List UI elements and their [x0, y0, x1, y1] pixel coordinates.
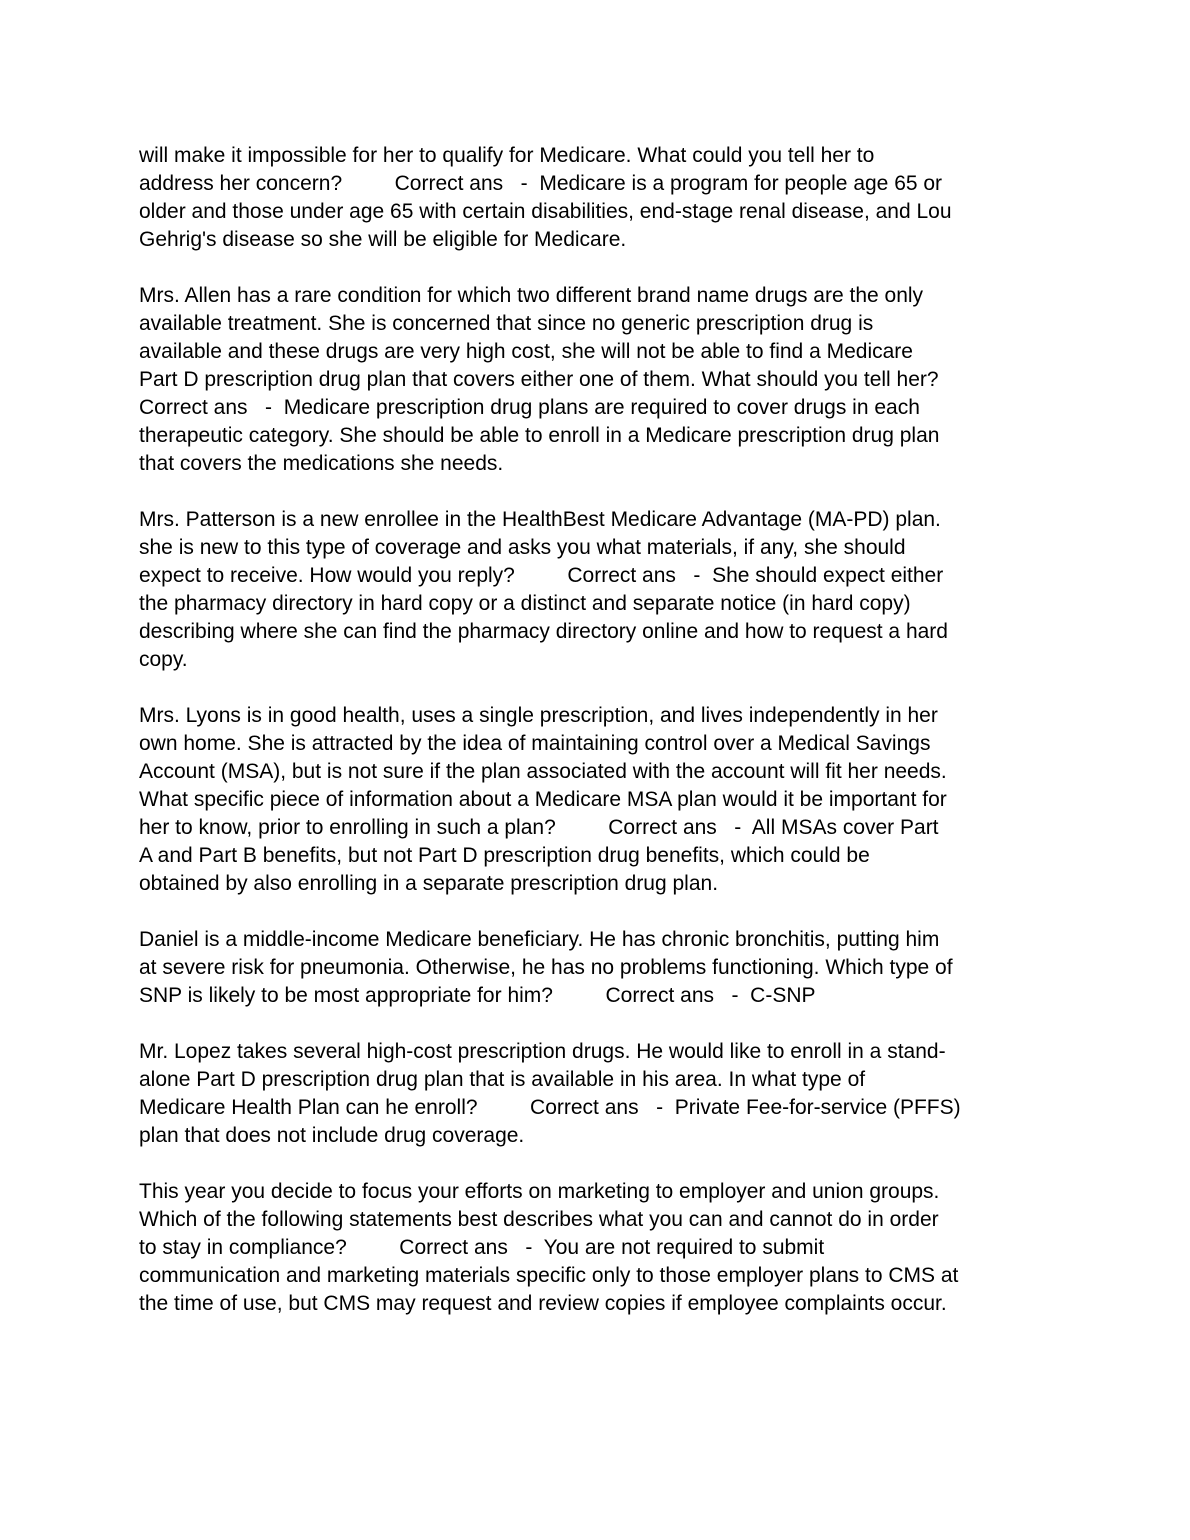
qa-paragraph	[139, 1038, 1069, 1150]
text-line: Part D prescription drug plan that covers either one of them. What should you tell her?	[139, 368, 939, 391]
text-line: the time of use, but CMS may request and review copies if employee complaints occur.	[139, 1292, 947, 1315]
text-line: communication and marketing materials specific only to those employer plans to CMS at	[139, 1264, 959, 1287]
text-line: she is new to this type of coverage and asks you what materials, if any, she should	[139, 536, 906, 559]
text-line: Gehrig's disease so she will be eligible for Medicare.	[139, 228, 627, 251]
text-line: her to know, prior to enrolling in such a plan? Correct ans - All MSAs cover Part	[139, 816, 939, 839]
text-line: expect to receive. How would you reply? Correct ans - She should expect either	[139, 564, 944, 587]
text-line: Mrs. Patterson is a new enrollee in the HealthBest Medicare Advantage (MA-PD) plan.	[139, 508, 941, 531]
text-line: own home. She is attracted by the idea of maintaining control over a Medical Savings	[139, 732, 931, 755]
qa-paragraph	[139, 926, 1069, 1010]
qa-paragraph	[139, 1178, 1069, 1318]
text-line: Medicare Health Plan can he enroll? Correct ans - Private Fee-for-service (PFFS)	[139, 1096, 961, 1119]
text-line: plan that does not include drug coverage.	[139, 1124, 525, 1147]
text-line: Which of the following statements best describes what you can and cannot do in order	[139, 1208, 939, 1231]
qa-paragraph	[139, 142, 1069, 254]
text-line: A and Part B benefits, but not Part D prescription drug benefits, which could be	[139, 844, 870, 867]
text-line: that covers the medications she needs.	[139, 452, 504, 475]
text-line: the pharmacy directory in hard copy or a distinct and separate notice (in hard copy)	[139, 592, 911, 615]
text-line: to stay in compliance? Correct ans - You are not required to submit	[139, 1236, 825, 1259]
text-line: Correct ans - Medicare prescription drug plans are required to cover drugs in each	[139, 396, 920, 419]
text-line: SNP is likely to be most appropriate for him? Correct ans - C-SNP	[139, 984, 816, 1007]
text-line: will make it impossible for her to qualify for Medicare. What could you tell her to	[139, 144, 875, 167]
text-line: alone Part D prescription drug plan that is available in his area. In what type of	[139, 1068, 866, 1091]
qa-paragraph	[139, 282, 1069, 478]
text-line: address her concern? Correct ans - Medicare is a program for people age 65 or	[139, 172, 943, 195]
text-line: Mrs. Lyons is in good health, uses a single prescription, and lives independently in her	[139, 704, 938, 727]
text-line: Mrs. Allen has a rare condition for which two different brand name drugs are the only	[139, 284, 924, 307]
text-line: available and these drugs are very high cost, she will not be able to find a Medicare	[139, 340, 913, 363]
text-line: This year you decide to focus your efforts on marketing to employer and union groups.	[139, 1180, 940, 1203]
text-line: at severe risk for pneumonia. Otherwise, he has no problems functioning. Which type of	[139, 956, 953, 979]
text-line: Daniel is a middle-income Medicare beneficiary. He has chronic bronchitis, putting him	[139, 928, 940, 951]
document-page	[139, 142, 1069, 1346]
text-line: older and those under age 65 with certain disabilities, end-stage renal disease, and Lou	[139, 200, 952, 223]
text-line: What specific piece of information about a Medicare MSA plan would it be important for	[139, 788, 947, 811]
text-line: Mr. Lopez takes several high-cost prescription drugs. He would like to enroll in a stand-	[139, 1040, 946, 1063]
text-line: therapeutic category. She should be able to enroll in a Medicare prescription drug plan	[139, 424, 940, 447]
text-line: available treatment. She is concerned that since no generic prescription drug is	[139, 312, 874, 335]
text-line: Account (MSA), but is not sure if the plan associated with the account will fit her needs.	[139, 760, 947, 783]
text-line: obtained by also enrolling in a separate prescription drug plan.	[139, 872, 719, 895]
text-line: copy.	[139, 648, 188, 671]
qa-paragraph	[139, 506, 1069, 674]
text-line: describing where she can find the pharmacy directory online and how to request a hard	[139, 620, 948, 643]
qa-paragraph	[139, 702, 1069, 898]
